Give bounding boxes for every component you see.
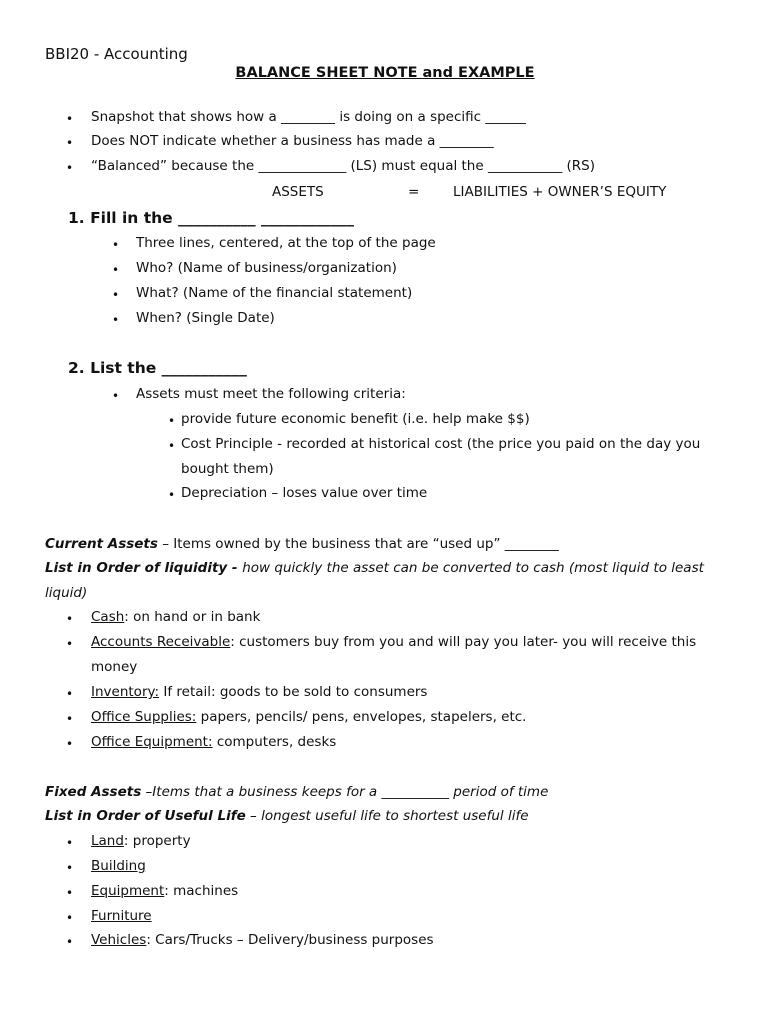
bullet-icon: • — [168, 414, 176, 428]
term-office-equipment: Office Equipment: — [91, 734, 213, 750]
fixed-assets-label: Fixed Assets — [45, 784, 142, 800]
term-office-supplies: Office Supplies: — [91, 709, 197, 725]
desc-vehicles: : Cars/Trucks – Delivery/business purposes — [146, 932, 434, 948]
bullet-icon: • — [66, 836, 74, 850]
bullet-icon: • — [112, 389, 120, 403]
term-cash: Cash — [91, 609, 125, 625]
fixed-item-furniture — [91, 910, 152, 924]
desc-equipment: : machines — [164, 883, 239, 899]
step1-item-1: Three lines, centered, at the top of the page — [136, 235, 436, 251]
fixed-assets-line — [45, 786, 548, 800]
bullet-icon: • — [66, 161, 74, 175]
bullet-icon: • — [66, 886, 74, 900]
bullet-icon: • — [66, 612, 74, 626]
page-title: BALANCE SHEET NOTE and EXAMPLE — [235, 65, 535, 81]
term-building: Building — [91, 858, 146, 874]
intro-bullet-1: Snapshot that shows how a ________ is doing on a specific ______ — [91, 109, 526, 125]
bullet-icon: • — [112, 313, 120, 327]
bullet-icon: • — [66, 687, 74, 701]
bullet-icon: • — [112, 238, 120, 252]
fixed-item-vehicles — [91, 934, 434, 948]
fixed-item-building — [91, 860, 146, 874]
step2-heading: 2. List the ___________ — [68, 359, 247, 377]
fixed-item-equipment — [91, 885, 238, 899]
useful-life-label: List in Order of Useful Life — [45, 808, 246, 824]
desc-office-equipment: computers, desks — [212, 734, 337, 750]
bullet-icon: • — [168, 439, 176, 453]
current-assets-label: Current Assets — [45, 536, 158, 552]
criteria-3: Depreciation – loses value over time — [181, 485, 428, 501]
term-equipment: Equipment — [91, 883, 165, 899]
criteria-2: Cost Principle - recorded at historical cost (the price you paid on the day you — [181, 436, 701, 452]
term-inventory: Inventory: — [91, 684, 160, 700]
desc-land: : property — [123, 833, 191, 849]
term-accounts-receivable: Accounts Receivable — [91, 634, 231, 650]
bullet-icon: • — [66, 637, 74, 651]
current-item-supplies — [91, 711, 526, 725]
criteria-1: provide future economic benefit (i.e. help make $$) — [181, 411, 530, 427]
liquidity-desc-cont: liquid) — [45, 585, 88, 601]
bullet-icon: • — [168, 488, 176, 502]
term-furniture: Furniture — [91, 908, 152, 924]
equation-equals: = — [408, 184, 420, 200]
intro-bullet-2: Does NOT indicate whether a business has made a ________ — [91, 133, 494, 149]
equation-assets: ASSETS — [272, 184, 324, 200]
useful-life-line — [45, 810, 529, 824]
course-title: BBI20 - Accounting — [45, 45, 188, 63]
step1-item-3: What? (Name of the financial statement) — [136, 285, 413, 301]
bullet-icon: • — [66, 712, 74, 726]
bullet-icon: • — [112, 263, 120, 277]
desc-cash: : on hand or in bank — [124, 609, 261, 625]
fixed-assets-desc: –Items that a business keeps for a __________ period of time — [141, 784, 549, 800]
desc-accounts-receivable: : customers buy from you and will pay you later- you will receive this — [230, 634, 697, 650]
liquidity-desc: how quickly the asset can be converted to cash (most liquid to least — [242, 560, 704, 576]
step1-heading: 1. Fill in the __________ ____________ — [68, 209, 354, 227]
desc-office-supplies: papers, pencils/ pens, envelopes, stapelers, etc. — [196, 709, 527, 725]
bullet-icon: • — [66, 911, 74, 925]
fixed-item-land — [91, 835, 191, 849]
current-assets-line — [45, 538, 559, 552]
bullet-icon: • — [66, 112, 74, 126]
bullet-icon: • — [66, 136, 74, 150]
step1-item-4: When? (Single Date) — [136, 310, 275, 326]
bullet-icon: • — [66, 861, 74, 875]
term-vehicles: Vehicles — [91, 932, 147, 948]
step1-item-2: Who? (Name of business/organization) — [136, 260, 397, 276]
current-assets-desc: – Items owned by the business that are “used up” ________ — [157, 536, 559, 552]
intro-bullet-3: “Balanced” because the _____________ (LS) must equal the ___________ (RS) — [91, 158, 595, 174]
equation-liabilities: LIABILITIES + OWNER’S EQUITY — [453, 184, 667, 200]
bullet-icon: • — [66, 935, 74, 949]
desc-inventory: If retail: goods to be sold to consumers — [159, 684, 428, 700]
current-item-inventory — [91, 686, 427, 700]
criteria-2-cont: bought them) — [181, 461, 274, 477]
term-land: Land — [91, 833, 124, 849]
bullet-icon: • — [112, 288, 120, 302]
current-item-ar — [91, 636, 696, 650]
step2-item: Assets must meet the following criteria: — [136, 386, 406, 402]
bullet-icon: • — [66, 737, 74, 751]
current-item-equipment — [91, 736, 336, 750]
current-item-ar-cont: money — [91, 659, 138, 675]
liquidity-label: List in Order of liquidity - — [45, 560, 243, 576]
liquidity-line — [45, 562, 704, 576]
useful-life-desc: – longest useful life to shortest useful life — [245, 808, 529, 824]
current-item-cash — [91, 611, 260, 625]
